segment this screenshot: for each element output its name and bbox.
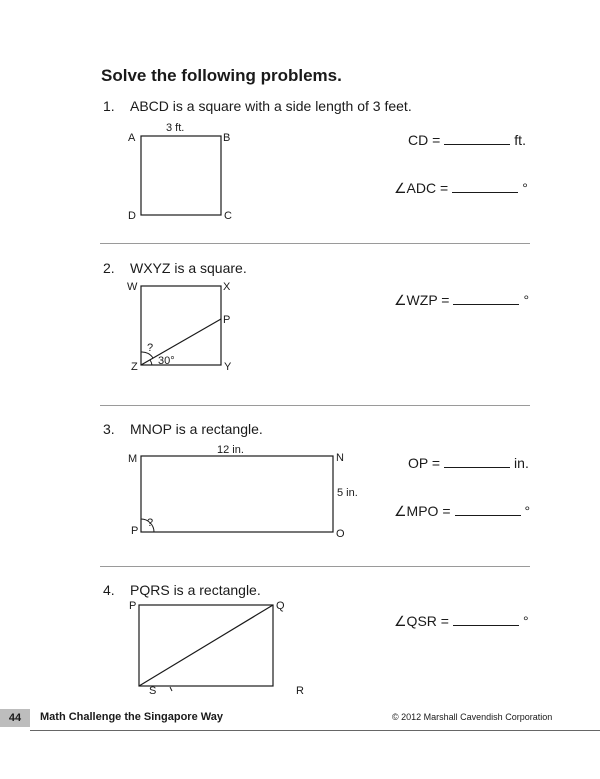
vertex-label-z: Z (131, 361, 138, 373)
answer-prefix: OP = (408, 455, 441, 471)
answer-prefix: CD = (408, 132, 441, 148)
vertex-label-r: R (296, 685, 304, 697)
vertex-label-d: D (128, 210, 136, 222)
figure-square-abcd (128, 122, 232, 222)
vertex-label-o: O (336, 528, 345, 540)
vertex-label-n: N (336, 452, 344, 464)
side-length-label: 3 ft. (166, 122, 185, 134)
page-number: 44 (0, 709, 30, 727)
diagonal-sq (139, 605, 273, 686)
unknown-angle-label: ? (147, 342, 154, 354)
vertex-label-y: Y (224, 361, 232, 373)
figure-rectangle-mnop (128, 444, 358, 540)
vertex-label-a: A (128, 132, 136, 144)
answer-suffix: ° (524, 503, 531, 519)
footer-divider (30, 730, 600, 731)
problem-4-number: 4. (103, 582, 115, 598)
vertex-label-q: Q (276, 600, 285, 612)
copyright-notice: © 2012 Marshall Cavendish Corporation (392, 712, 553, 722)
problem-1-number: 1. (103, 98, 115, 114)
answer-suffix: in. (514, 455, 529, 471)
figure-square-wxyz (127, 281, 232, 373)
square-abcd (141, 136, 221, 215)
angle-30-label: 30° (158, 355, 175, 367)
problem-3-statement: MNOP is a rectangle. (130, 421, 263, 437)
book-title: Math Challenge the Singapore Way (40, 711, 223, 723)
answer-suffix: ° (522, 613, 529, 629)
problem-4-statement: PQRS is a rectangle. (130, 582, 261, 598)
answer-prefix: ∠WZP = (394, 292, 450, 308)
vertex-label-s: S (149, 685, 157, 697)
answer-prefix: ∠ADC = (394, 180, 449, 196)
figure-rectangle-pqrs (129, 600, 304, 697)
vertex-label-p: P (131, 525, 139, 537)
angle-arc-30 (150, 360, 152, 365)
vertex-label-x: X (223, 281, 231, 293)
point-label-p: P (223, 314, 231, 326)
answer-suffix: ° (522, 180, 528, 196)
page-heading: Solve the following problems. (101, 66, 342, 85)
vertex-label-p: P (129, 600, 137, 612)
problem-3-number: 3. (103, 421, 115, 437)
vertex-label-c: C (224, 210, 232, 222)
answer-prefix: ∠QSR = (394, 613, 449, 629)
answer-prefix: ∠MPO = (394, 503, 451, 519)
answer-suffix: ft. (514, 132, 526, 148)
vertex-label-m: M (128, 453, 138, 465)
height-label: 5 in. (337, 487, 358, 499)
problem-2-statement: WXYZ is a square. (130, 260, 247, 276)
angle-tick-mark (170, 687, 172, 691)
vertex-label-b: B (223, 132, 231, 144)
vertex-label-w: W (127, 281, 138, 293)
problem-2-number: 2. (103, 260, 115, 276)
rectangle-mnop (141, 456, 333, 532)
width-label: 12 in. (217, 444, 244, 456)
problem-1-statement: ABCD is a square with a side length of 3 feet. (130, 98, 412, 114)
unknown-angle-label: ? (147, 517, 154, 529)
answer-suffix: ° (523, 292, 530, 308)
